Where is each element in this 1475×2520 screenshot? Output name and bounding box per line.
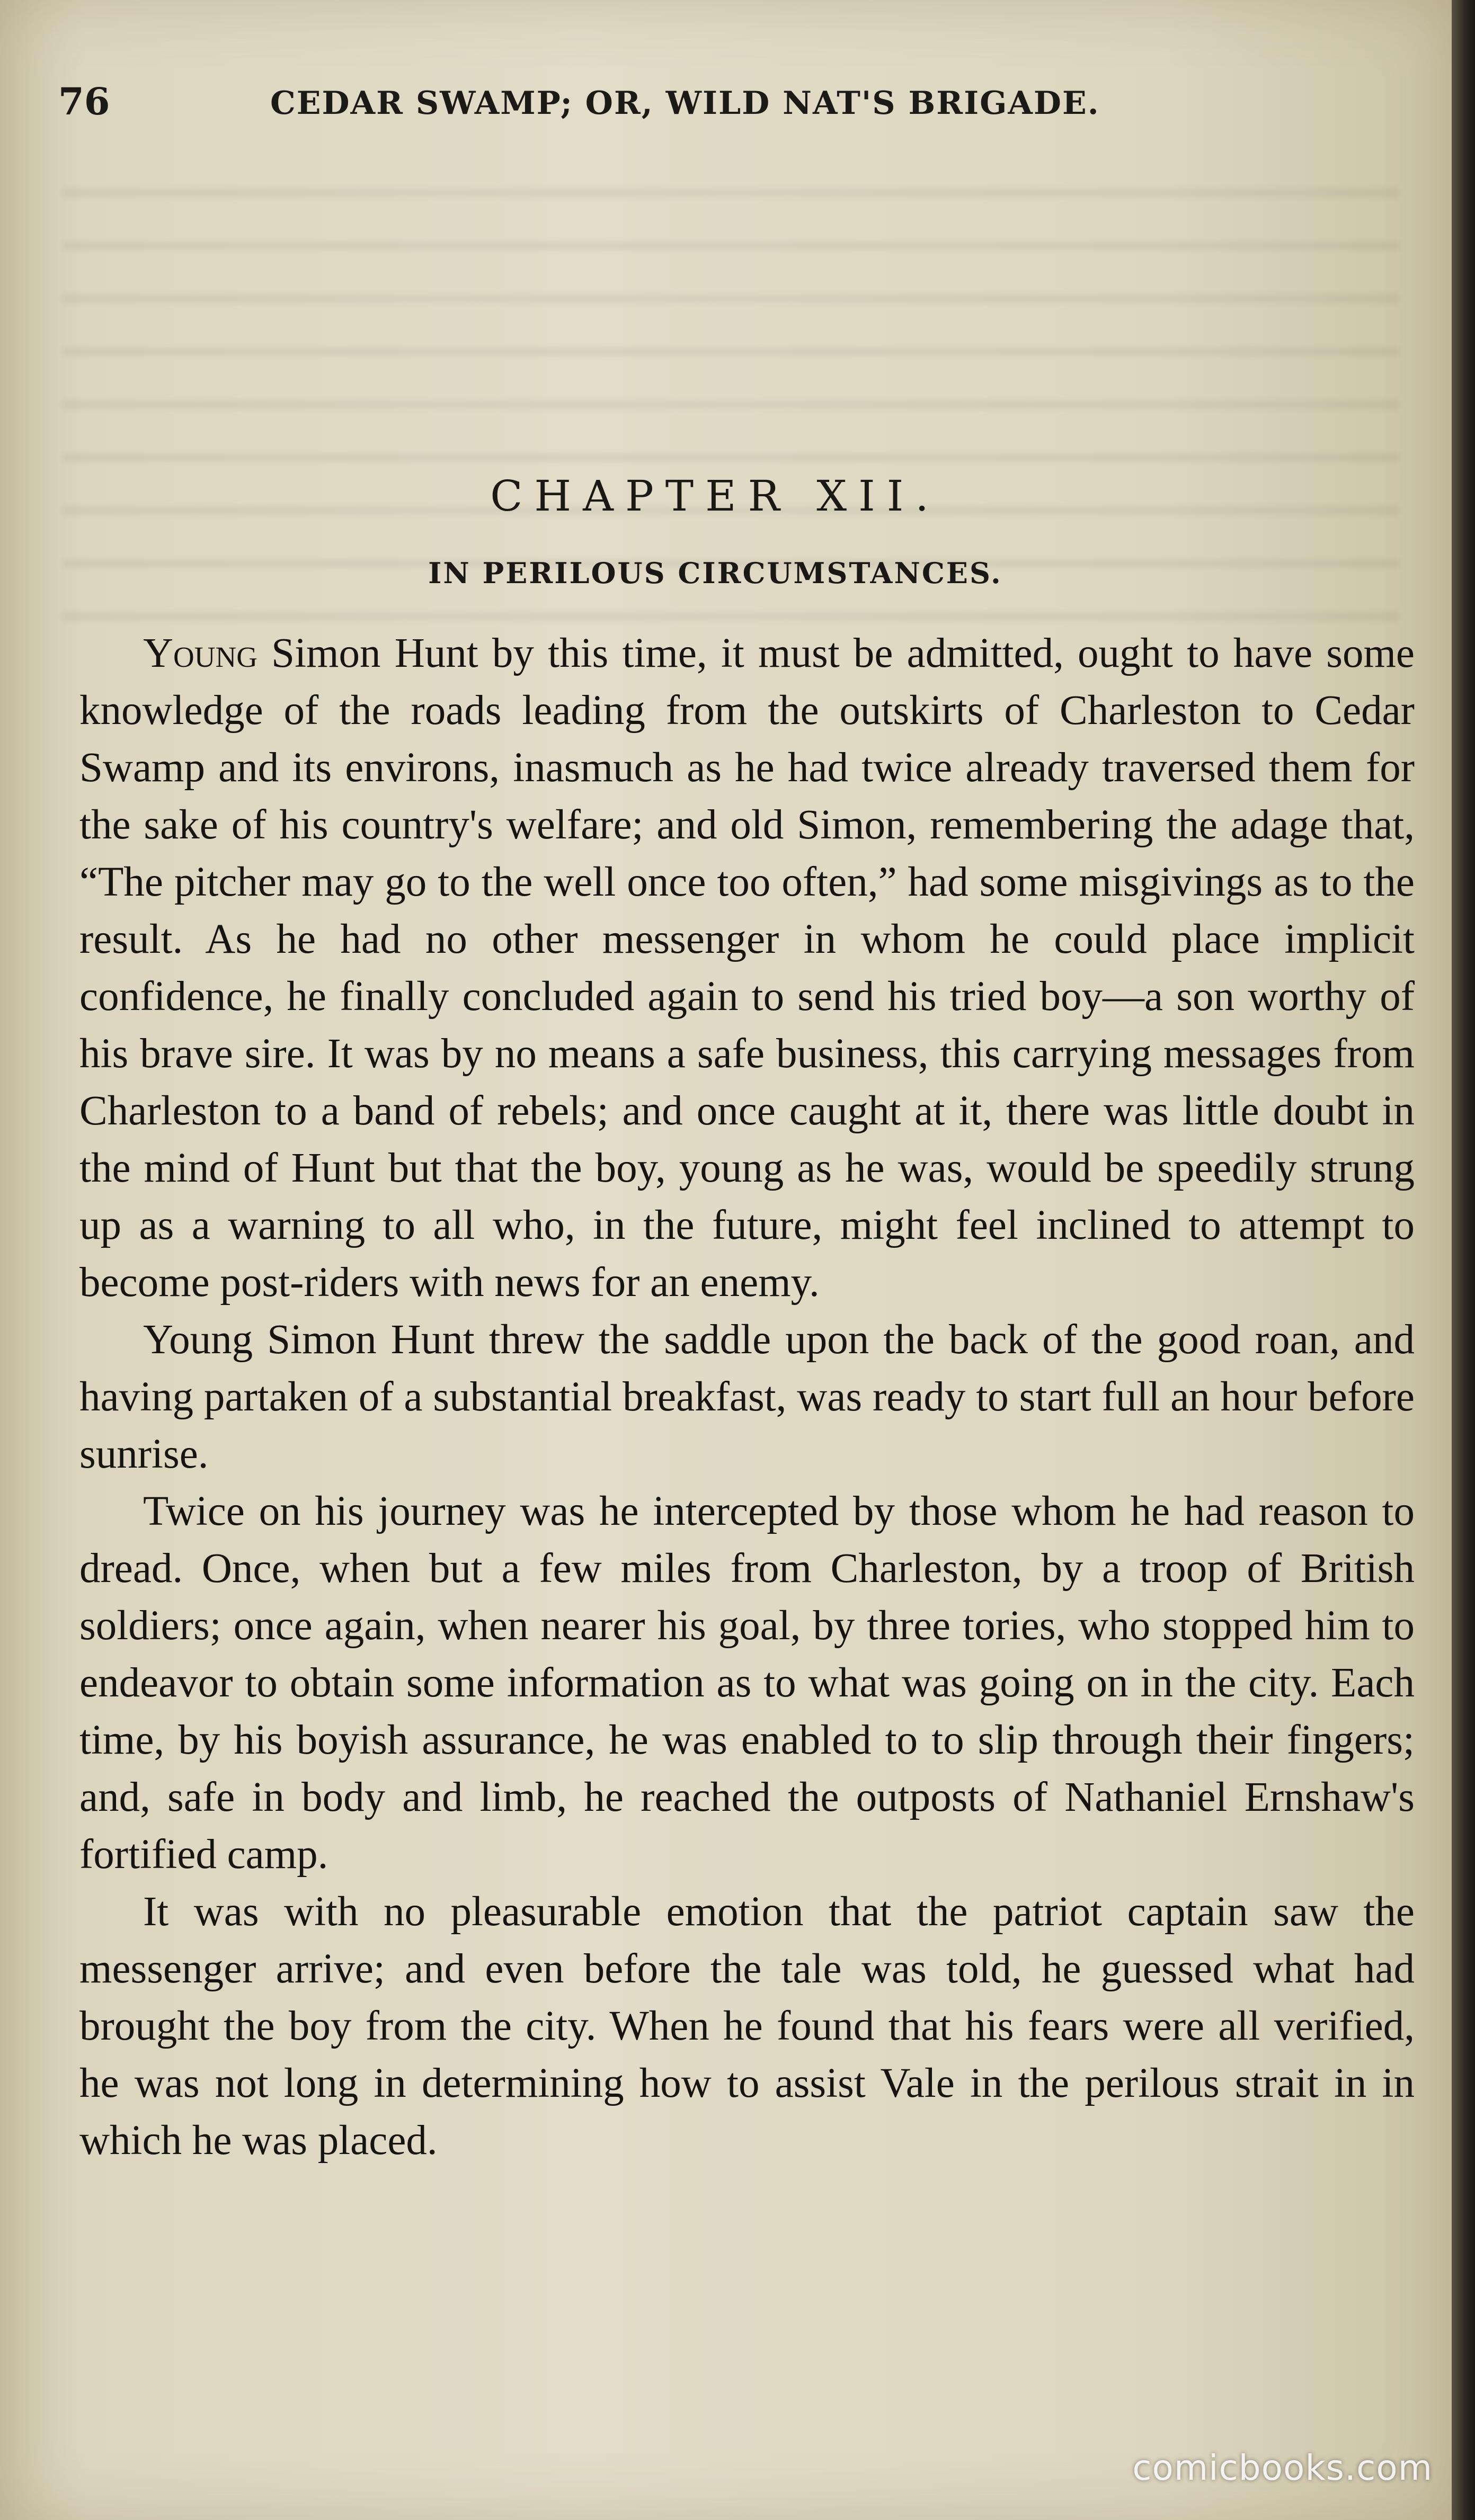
paragraph-2: Young Simon Hunt threw the saddle upon the back of the good roan, and having partaken of a substantial breakfast, was ready to start full an hour before sunrise.	[79, 1317, 1415, 1477]
paragraph-text: Simon Hunt by this time, it must be admitted, ought to have some knowledge of the roads leading from the outskirts of Charleston to Cedar Swamp and its environs, inasmuch as he had twice already traversed them for the sake of his country's welfare; and old Simon, remembering the adage that, “The pitcher may go to the well once too often,” had some misgivings as to the result. As he had no other messenger in whom he could place implicit confidence, he finally concluded again to send his tried boy—a son worthy of his brave sire. It was by no means a safe business, this carrying messages from Charleston to a band of rebels; and once caught at it, there was little doubt in the mind of Hunt but that the boy, young as he was, would be speedily strung up as a warning to all who, in the future, might feel inclined to attempt to become post-riders with news for an enemy.	[79, 630, 1415, 1306]
paragraph-4: It was with no pleasurable emotion that the patriot captain saw the messenger arrive; and even before the tale was told, he guessed what had brought the boy from the city. When he found that his fears were all verified, he was not long in determining how to assist Vale in the perilous strait in in which he was placed.	[79, 1889, 1415, 2164]
paragraph-3: Twice on his journey was he intercepted by those whom he had reason to dread. Once, when but a few miles from Charleston, by a troop of British soldiers; once again, when nearer his goal, by three tories, who stopped him to endeavor to obtain some information as to what was going on in the city. Each time, by his boyish assurance, he was enabled to to slip through their fingers; and, safe in body and limb, he reached the outposts of Nathaniel Ernshaw's fortified camp.	[79, 1488, 1415, 1878]
chapter-title: CHAPTER XII.	[490, 471, 940, 521]
page-number: 76	[58, 79, 110, 123]
running-title: CEDAR SWAMP; OR, WILD NAT'S BRIGADE.	[270, 85, 1100, 122]
watermark: comicbooks.com	[1132, 2447, 1433, 2488]
chapter-subtitle: IN PERILOUS CIRCUMSTANCES.	[428, 556, 1002, 590]
book-spine-shadow	[1452, 0, 1475, 2520]
paragraph-lead-word: Young	[143, 630, 257, 676]
paragraph-1	[79, 625, 1415, 1311]
body-text	[79, 625, 1415, 2169]
